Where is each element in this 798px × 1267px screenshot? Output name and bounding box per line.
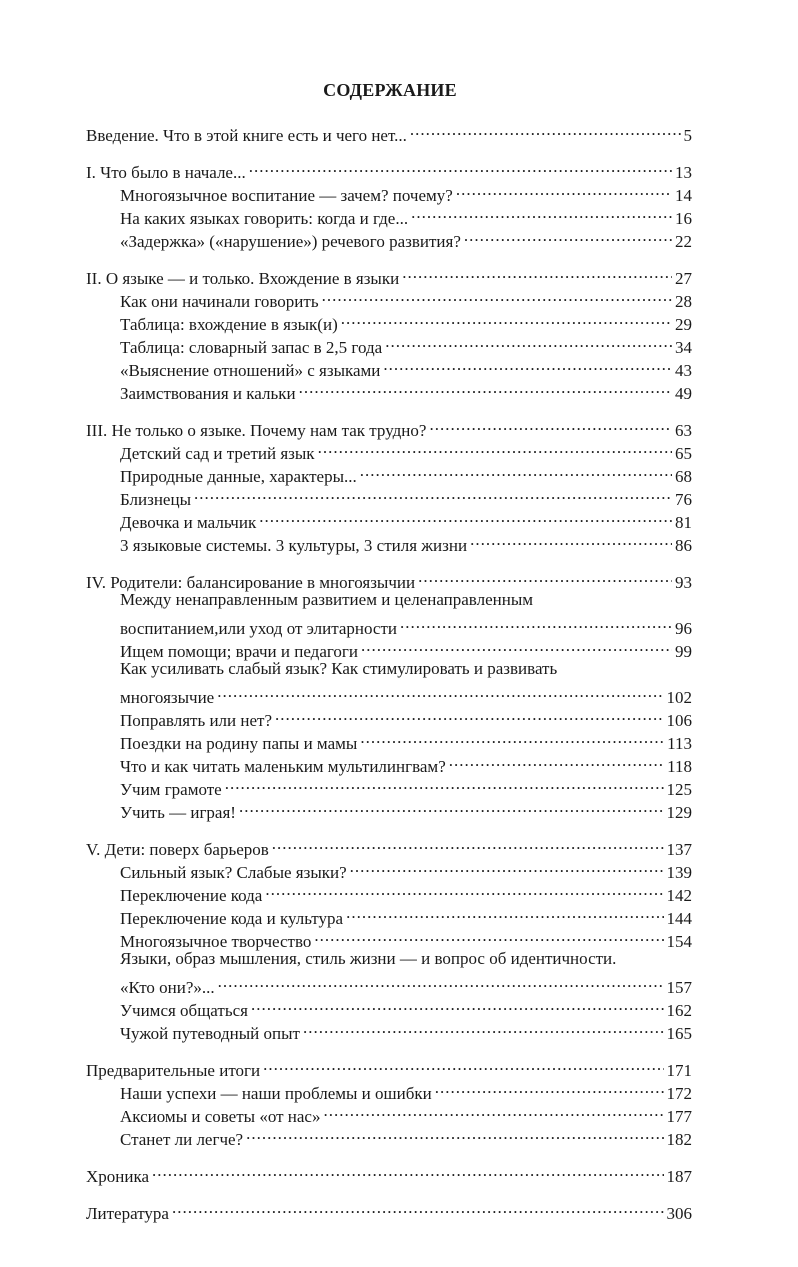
toc-entry-label: IV. Родители: балансирование в многоязычии (86, 573, 416, 592)
dot-leader (350, 855, 664, 878)
toc-entry-label: Переключение кода (120, 886, 263, 905)
dot-leader (318, 436, 672, 459)
toc-page-number: 14 (675, 186, 692, 205)
toc-entry-label: II. О языке — и только. Вхождение в языки (86, 269, 400, 288)
toc-entry-label: Многоязычное творчество (120, 932, 312, 951)
toc-page-number: 182 (666, 1130, 692, 1149)
toc-chapter (86, 413, 692, 440)
toc-page-number: 49 (675, 384, 692, 403)
toc-page-number: 102 (666, 688, 692, 707)
toc-page-number: 5 (683, 126, 692, 145)
dot-leader (272, 832, 664, 855)
dot-leader (361, 634, 672, 657)
toc-page-number: 306 (666, 1204, 692, 1223)
toc-entry-label: Детский сад и третий язык (120, 444, 315, 463)
dot-leader (402, 261, 672, 284)
toc-entry-label: Станет ли легче? (120, 1130, 244, 1149)
toc-page-number: 165 (666, 1024, 692, 1043)
dot-leader (400, 611, 672, 634)
toc-entry (86, 680, 692, 707)
dot-leader (265, 878, 663, 901)
toc-page-number: 81 (675, 513, 692, 532)
dot-leader (217, 680, 663, 703)
toc-entry-label: Переключение кода и культура (120, 909, 344, 928)
toc-page-number: 28 (675, 292, 692, 311)
toc-entry-label: III. Не только о языке. Почему нам так трудно? (86, 421, 427, 440)
toc-entry-label: Многоязычное воспитание — зачем? почему? (120, 186, 453, 205)
table-of-contents (86, 118, 692, 1223)
toc-page-number: 172 (666, 1084, 692, 1103)
toc-entry-label: Как усиливать слабый язык? Как стимулировать и развивать (120, 659, 558, 678)
toc-entry-label: Между ненаправленным развитием и целенаправленным (120, 590, 533, 609)
toc-entry-label: Наши успехи — наши проблемы и ошибки (120, 1084, 432, 1103)
toc-page-number: 142 (666, 886, 692, 905)
toc-page-number: 125 (666, 780, 692, 799)
dot-leader (249, 155, 672, 178)
dot-leader (346, 901, 663, 924)
toc-chapter (86, 1159, 692, 1186)
dot-leader (383, 353, 672, 376)
toc-page-number: 34 (675, 338, 692, 357)
toc-page-number: 76 (675, 490, 692, 509)
toc-entry-label: Литература (86, 1204, 169, 1223)
dot-leader (360, 459, 672, 482)
dot-leader (239, 795, 664, 818)
dot-leader (225, 772, 664, 795)
dot-leader (410, 118, 681, 141)
toc-entry-label: V. Дети: поверх барьеров (86, 840, 269, 859)
toc-page-number: 187 (666, 1167, 692, 1186)
dot-leader (263, 1053, 663, 1076)
dot-leader (322, 284, 672, 307)
dot-leader (464, 224, 672, 247)
toc-entry-label: Языки, образ мышления, стиль жизни — и вопрос об идентичности. (120, 949, 617, 968)
toc-page-number: 162 (666, 1001, 692, 1020)
dot-leader (172, 1196, 664, 1219)
toc-page-number: 27 (675, 269, 692, 288)
toc-entry-label: Учимся общаться (120, 1001, 248, 1020)
toc-page-number: 177 (666, 1107, 692, 1126)
toc-chapter (86, 565, 692, 592)
toc-chapter (86, 1196, 692, 1223)
dot-leader (194, 482, 672, 505)
toc-entry-label: Таблица: словарный запас в 2,5 года (120, 338, 383, 357)
toc-entry-label: Таблица: вхождение в язык(и) (120, 315, 338, 334)
toc-chapter (86, 155, 692, 182)
toc-page-number: 86 (675, 536, 692, 555)
toc-page-number: 118 (667, 757, 692, 776)
toc-entry-label: Как они начинали говорить (120, 292, 319, 311)
toc-page-number: 63 (675, 421, 692, 440)
toc-entry-label: Поездки на родину папы и мамы (120, 734, 358, 753)
toc-page-number: 29 (675, 315, 692, 334)
toc-entry (86, 611, 692, 638)
toc-page-number: 137 (666, 840, 692, 859)
toc-entry-label: Хроника (86, 1167, 150, 1186)
dot-leader (360, 726, 664, 749)
toc-entry-label: Поправлять или нет? (120, 711, 273, 730)
toc-page-number: 68 (675, 467, 692, 486)
toc-page-number: 171 (666, 1061, 692, 1080)
toc-chapter (86, 261, 692, 288)
toc-entry (86, 970, 692, 997)
toc-entry-label: Заимствования и кальки (120, 384, 296, 403)
dot-leader (411, 201, 672, 224)
toc-chapter (86, 1053, 692, 1080)
toc-entry-label: Введение. Что в этой книге есть и чего нет... (86, 126, 407, 145)
toc-page-number: 65 (675, 444, 692, 463)
toc-page-number: 113 (667, 734, 692, 753)
dot-leader (259, 505, 672, 528)
toc-entry-label: Сильный язык? Слабые языки? (120, 863, 347, 882)
toc-entry-label: Аксиомы и советы «от нас» (120, 1107, 321, 1126)
dot-leader (314, 924, 663, 947)
toc-entry (86, 118, 692, 145)
toc-page-number: 13 (675, 163, 692, 182)
toc-entry-label: Близнецы (120, 490, 191, 509)
toc-entry-label: I. Что было в начале... (86, 163, 246, 182)
toc-entry-label: Чужой путеводный опыт (120, 1024, 300, 1043)
toc-entry-label: воспитанием,или уход от элитарности (120, 619, 397, 638)
toc-entry-label: Ищем помощи; врачи и педагоги (120, 642, 358, 661)
dot-leader (275, 703, 663, 726)
dot-leader (456, 178, 672, 201)
toc-page-number: 154 (666, 932, 692, 951)
toc-entry-label: Учим грамоте (120, 780, 222, 799)
toc-page-number: 144 (666, 909, 692, 928)
toc-page-number: 43 (675, 361, 692, 380)
toc-entry-label: 3 языковые системы. 3 культуры, 3 стиля жизни (120, 536, 468, 555)
toc-page-number: 106 (666, 711, 692, 730)
dot-leader (246, 1122, 663, 1145)
toc-entry-label: Природные данные, характеры... (120, 467, 357, 486)
dot-leader (218, 970, 664, 993)
dot-leader (449, 749, 664, 772)
toc-chapter (86, 832, 692, 859)
toc-entry-label: Учить — играя! (120, 803, 236, 822)
toc-entry-label: «Задержка» («нарушение») речевого развития? (120, 232, 461, 251)
dot-leader (251, 993, 664, 1016)
toc-page-number: 96 (675, 619, 692, 638)
dot-leader (429, 413, 672, 436)
toc-entry-label: Предварительные итоги (86, 1061, 261, 1080)
toc-entry-label: На каких языках говорить: когда и где... (120, 209, 409, 228)
dot-leader (303, 1016, 664, 1039)
toc-page-number: 93 (675, 573, 692, 592)
toc-page-number: 139 (666, 863, 692, 882)
toc-entry-label: многоязычие (120, 688, 215, 707)
dot-leader (385, 330, 672, 353)
dot-leader (435, 1076, 664, 1099)
dot-leader (299, 376, 672, 399)
toc-page-number: 16 (675, 209, 692, 228)
dot-leader (470, 528, 672, 551)
dot-leader (152, 1159, 663, 1182)
toc-page-number: 157 (666, 978, 692, 997)
toc-page-number: 99 (675, 642, 692, 661)
toc-entry-label: «Выяснение отношений» с языками (120, 361, 381, 380)
page-title: СОДЕРЖАНИЕ (323, 80, 457, 100)
dot-leader (323, 1099, 663, 1122)
toc-page-number: 22 (675, 232, 692, 251)
dot-leader (418, 565, 672, 588)
toc-page-number: 129 (666, 803, 692, 822)
toc-entry-label: Что и как читать маленьким мультилингвам? (120, 757, 446, 776)
toc-entry-label: Девочка и мальчик (120, 513, 257, 532)
toc-entry-label: «Кто они?»... (120, 978, 215, 997)
dot-leader (341, 307, 672, 330)
